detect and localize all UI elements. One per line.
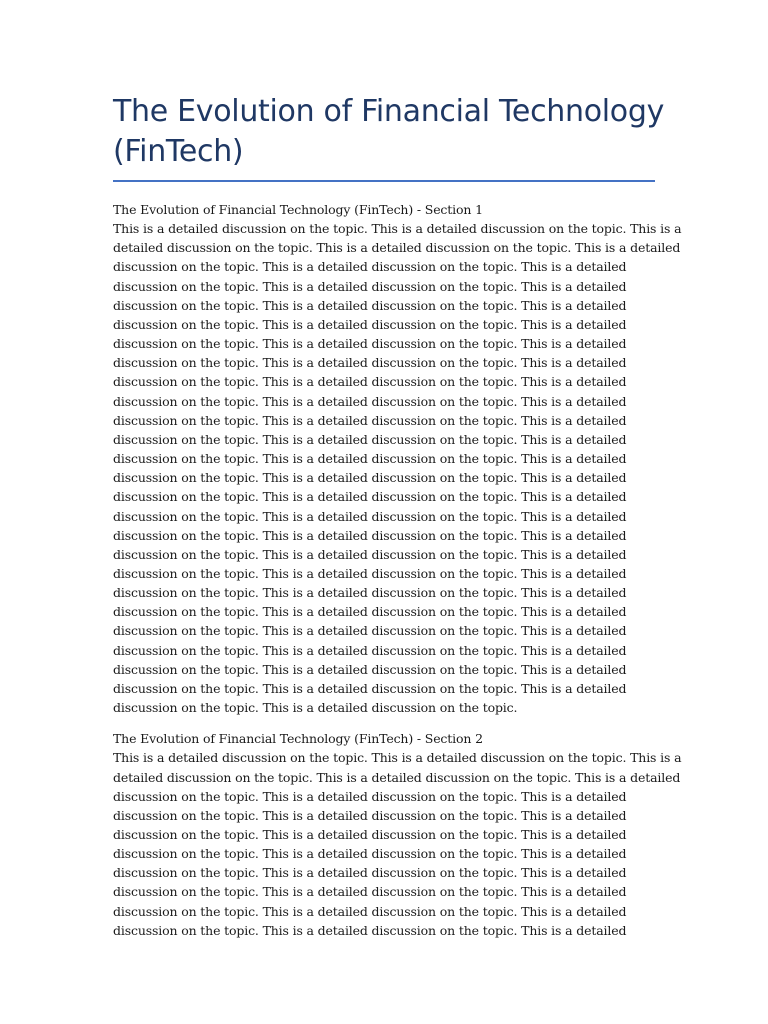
body-line: discussion on the topic. This is a detailed discussion on the topic. This is a detailed [113,807,627,823]
body-line: discussion on the topic. This is a detailed discussion on the topic. This is a detailed [113,259,627,275]
body-line: discussion on the topic. This is a detailed discussion on the topic. This is a detailed [113,604,627,620]
body-line: discussion on the topic. This is a detailed discussion on the topic. This is a detailed [113,623,627,639]
title-line: (FinTech) [113,134,244,169]
body-line: discussion on the topic. This is a detailed discussion on the topic. This is a detailed [113,393,627,409]
body-line: discussion on the topic. This is a detailed discussion on the topic. This is a detailed [113,585,627,601]
document-title [113,0,665,172]
section-2 [113,729,682,940]
document-page [113,0,682,940]
body-line: discussion on the topic. This is a detailed discussion on the topic. This is a detailed [113,846,627,862]
title-divider [113,180,655,182]
section-body [113,748,682,940]
body-line: detailed discussion on the topic. This is a detailed discussion on the topic. This is a detailed [113,240,681,256]
body-line: discussion on the topic. This is a detailed discussion on the topic. This is a detailed [113,508,627,524]
body-line: discussion on the topic. This is a detailed discussion on the topic. This is a detailed [113,336,627,352]
section-heading: The Evolution of Financial Technology (FinTech) - Section 2 [113,731,483,747]
body-line: discussion on the topic. This is a detailed discussion on the topic. This is a detailed [113,884,627,900]
body-line: discussion on the topic. This is a detailed discussion on the topic. This is a detailed [113,489,627,505]
body-line: discussion on the topic. This is a detailed discussion on the topic. This is a detailed [113,451,627,467]
body-line: discussion on the topic. This is a detailed discussion on the topic. This is a detailed [113,642,627,658]
body-line: detailed discussion on the topic. This is a detailed discussion on the topic. This is a detailed [113,769,681,785]
body-line: discussion on the topic. This is a detailed discussion on the topic. This is a detailed [113,565,627,581]
body-line: discussion on the topic. This is a detailed discussion on the topic. This is a detailed [113,546,627,562]
body-line: This is a detailed discussion on the topic. This is a detailed discussion on the topic. This is a [113,750,682,766]
body-line: This is a detailed discussion on the topic. This is a detailed discussion on the topic. This is a [113,221,682,237]
body-line: discussion on the topic. This is a detailed discussion on the topic. This is a detailed [113,788,627,804]
body-line: discussion on the topic. This is a detailed discussion on the topic. This is a detailed [113,903,627,919]
body-line: discussion on the topic. This is a detailed discussion on the topic. This is a detailed [113,922,627,938]
body-line: discussion on the topic. This is a detailed discussion on the topic. This is a detailed [113,865,627,881]
body-line: discussion on the topic. This is a detailed discussion on the topic. This is a detailed [113,527,627,543]
body-line: discussion on the topic. This is a detailed discussion on the topic. This is a detailed [113,680,627,696]
body-line: discussion on the topic. This is a detailed discussion on the topic. This is a detailed [113,297,627,313]
section-1 [113,200,682,717]
section-heading: The Evolution of Financial Technology (FinTech) - Section 1 [113,202,483,217]
section-body [113,219,682,717]
body-line: discussion on the topic. This is a detailed discussion on the topic. This is a detailed [113,412,627,428]
body-line: discussion on the topic. This is a detailed discussion on the topic. This is a detailed [113,431,627,447]
body-line: discussion on the topic. This is a detailed discussion on the topic. This is a detailed [113,470,627,486]
body-line: discussion on the topic. This is a detailed discussion on the topic. This is a detailed [113,827,627,842]
body-line: discussion on the topic. This is a detailed discussion on the topic. This is a detailed [113,374,627,390]
body-line: discussion on the topic. This is a detailed discussion on the topic. This is a detailed [113,278,627,294]
body-line: discussion on the topic. This is a detailed discussion on the topic. [113,700,518,716]
body-line: discussion on the topic. This is a detailed discussion on the topic. This is a detailed [113,355,627,371]
title-line: The Evolution of Financial Technology [113,94,665,129]
body-line: discussion on the topic. This is a detailed discussion on the topic. This is a detailed [113,661,627,677]
body-line: discussion on the topic. This is a detailed discussion on the topic. This is a detailed [113,316,627,332]
